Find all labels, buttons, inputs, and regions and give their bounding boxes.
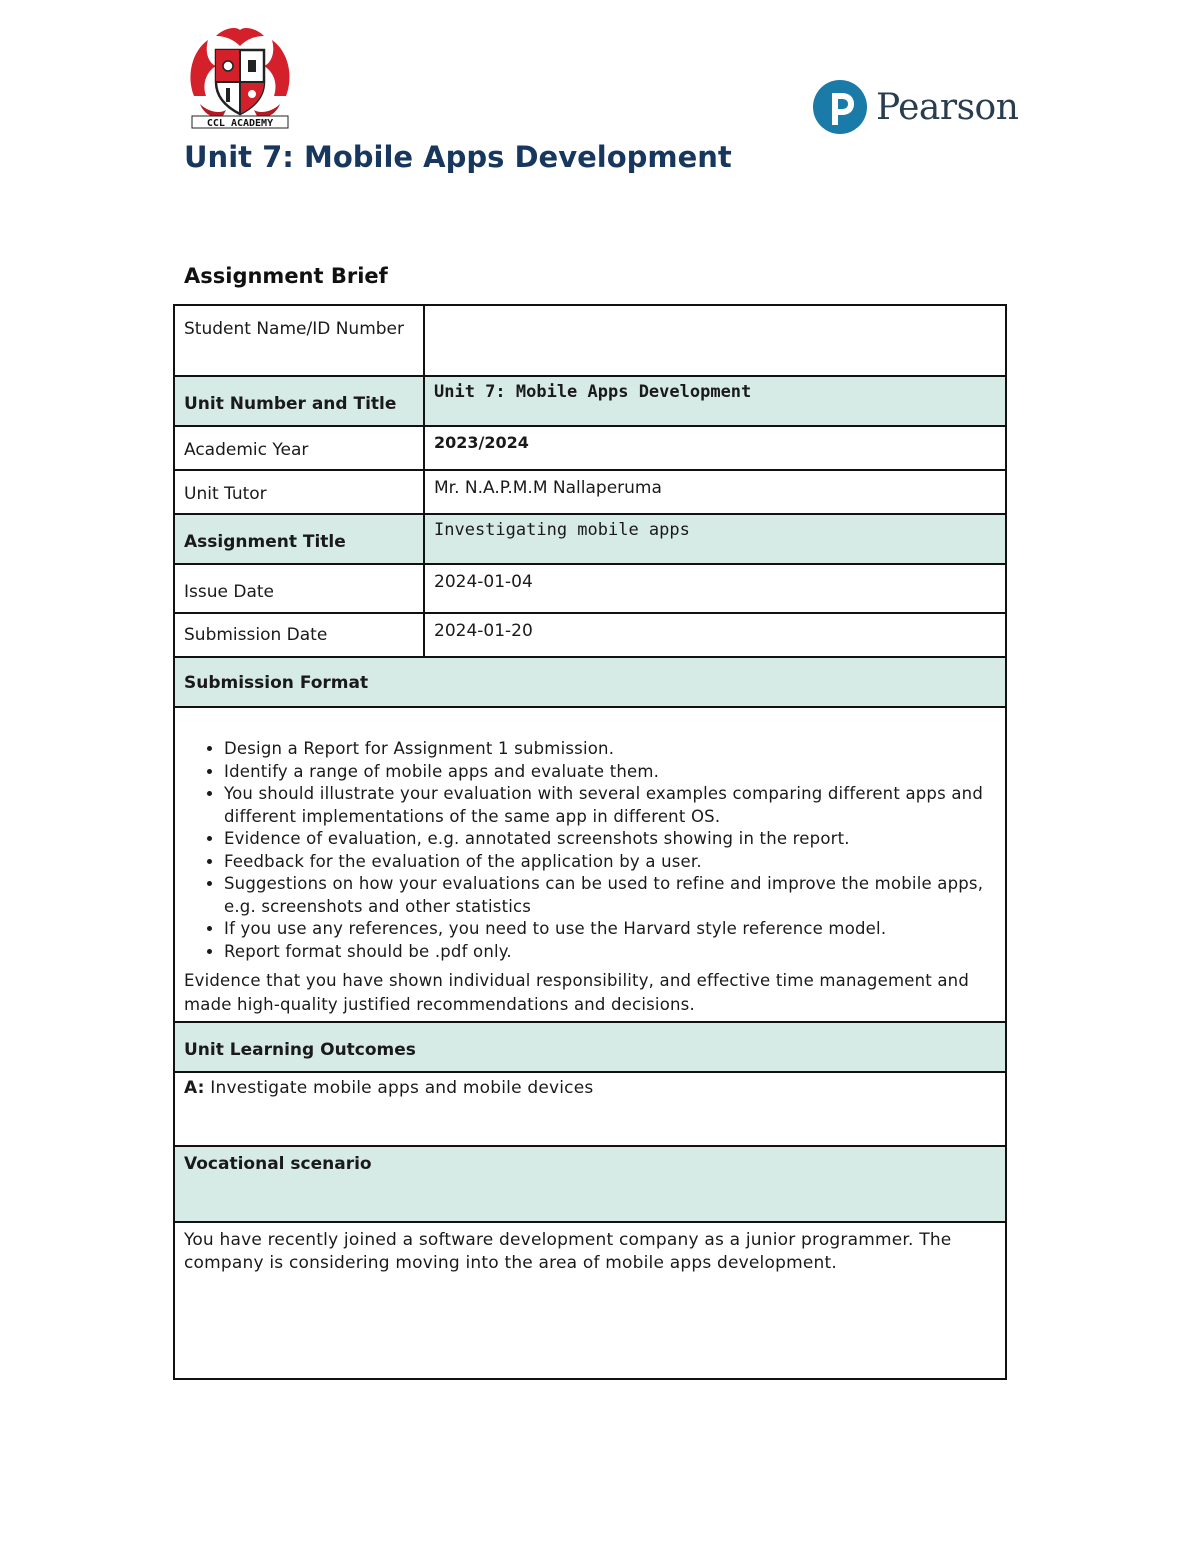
- list-item: • You should illustrate your evaluation with several examples comparing different apps and different implementations of the same app in different OS.: [224, 783, 996, 828]
- list-item: • Identify a range of mobile apps and evaluate them.: [224, 761, 996, 784]
- row-issue: [174, 564, 1006, 613]
- row-submission: [174, 613, 1006, 657]
- tutor-label: Unit Tutor: [174, 470, 424, 514]
- ccl-logo-text: CCL ACADEMY: [206, 118, 274, 129]
- unit-value: Unit 7: Mobile Apps Development: [424, 376, 1006, 426]
- pearson-wordmark: Pearson: [876, 86, 1019, 128]
- assignment-brief-table: [173, 304, 1007, 1380]
- list-item: • Report format should be .pdf only.: [224, 941, 996, 964]
- vocational-scenario-heading: Vocational scenario: [174, 1146, 1006, 1222]
- row-scenario-body: [174, 1222, 1006, 1379]
- list-item: • If you use any references, you need to use the Harvard style reference model.: [224, 918, 996, 941]
- tutor-value: Mr. N.A.P.M.M Nallaperuma: [424, 470, 1006, 514]
- year-label: Academic Year: [174, 426, 424, 470]
- submission-format-list: [184, 738, 996, 963]
- assignment-brief-heading: Assignment Brief: [184, 264, 388, 288]
- evidence-text: Evidence that you have shown individual responsibility, and effective time management and made high-quality justified recommendations and decisions.: [184, 971, 969, 1014]
- issue-label: Issue Date: [174, 564, 424, 613]
- year-value: 2023/2024: [424, 426, 1006, 470]
- list-item: • Suggestions on how your evaluations can be used to refine and improve the mobile apps, e.g. screenshots and other statistics: [224, 873, 996, 918]
- unit-label: Unit Number and Title: [174, 376, 424, 426]
- submission-label: Submission Date: [174, 613, 424, 657]
- row-student: [174, 305, 1006, 376]
- outcome-letter: A:: [184, 1078, 205, 1098]
- outcome-text: Investigate mobile apps and mobile devices: [210, 1078, 594, 1098]
- issue-value: 2024-01-04: [424, 564, 1006, 613]
- row-tutor: [174, 470, 1006, 514]
- row-format-body: [174, 707, 1006, 1022]
- learning-outcomes-heading: Unit Learning Outcomes: [174, 1022, 1006, 1072]
- row-scenario-heading: [174, 1146, 1006, 1222]
- submission-format-body: [174, 707, 1006, 1022]
- learning-outcome-a: [174, 1072, 1006, 1146]
- row-format-heading: [174, 657, 1006, 707]
- vocational-scenario-text: You have recently joined a software development company as a junior programmer. The company is considering moving into the area of mobile apps development.: [174, 1222, 1006, 1379]
- row-outcomes-body: [174, 1072, 1006, 1146]
- row-title: [174, 514, 1006, 564]
- list-item: • Evidence of evaluation, e.g. annotated screenshots showing in the report.: [224, 828, 996, 851]
- title-label: Assignment Title: [174, 514, 424, 564]
- student-label: Student Name/ID Number: [174, 305, 424, 376]
- student-value: [424, 305, 1006, 376]
- submission-format-heading: Submission Format: [174, 657, 1006, 707]
- ccl-academy-logo: [186, 26, 294, 132]
- pearson-p-icon: [812, 79, 868, 135]
- list-item: • Design a Report for Assignment 1 submission.: [224, 738, 996, 761]
- row-unit: [174, 376, 1006, 426]
- page-title: Unit 7: Mobile Apps Development: [184, 140, 732, 174]
- pearson-logo: [812, 76, 1022, 138]
- ccl-crest-icon: [186, 26, 294, 132]
- title-value: Investigating mobile apps: [424, 514, 1006, 564]
- row-year: [174, 426, 1006, 470]
- list-item: • Feedback for the evaluation of the application by a user.: [224, 851, 996, 874]
- submission-value: 2024-01-20: [424, 613, 1006, 657]
- row-outcomes-heading: [174, 1022, 1006, 1072]
